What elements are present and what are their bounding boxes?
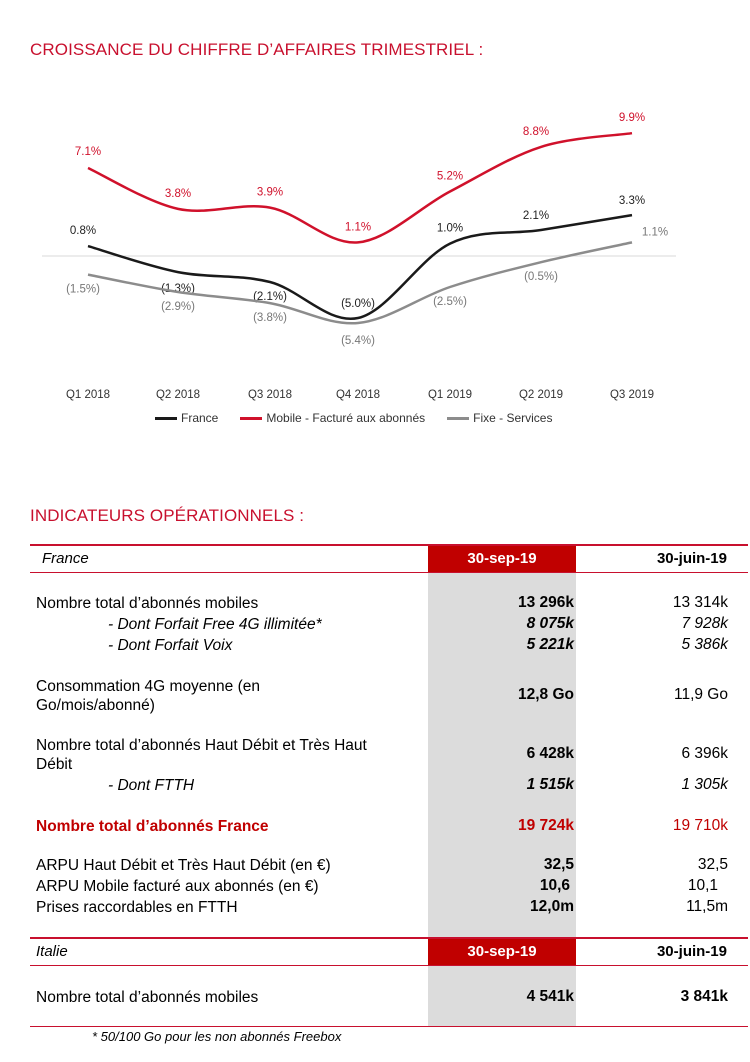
row-label-free4g: - Dont Forfait Free 4G illimitée* [108,616,322,633]
row-value-current-free4g: 8 075k [526,615,574,632]
data-label-france-1: 0.8% [69,225,97,238]
rule-france-header-bottom [30,572,748,573]
row-value-previous-conso: 11,9 Go [673,686,728,703]
x-tick-label-2: Q2 2018 [155,389,201,401]
data-label-france-7: 3.3% [618,195,646,208]
data-label-mobile-3: 3.9% [256,186,284,199]
rule-italie-header-bottom [30,965,748,966]
header-date-current-france: 30-sep-19 [428,546,576,572]
data-label-france-5: 1.0% [436,222,464,235]
legend-item-mobile [240,411,425,425]
row-value-previous-prises-ftth: 11,5m [686,898,728,915]
row-label-voix: - Dont Forfait Voix [108,637,233,654]
data-label-fixe-1: (1.5%) [66,283,100,296]
legend-label-mobile: Mobile - Facturé aux abonnés [266,411,426,425]
row-value-current-arpu-mobile: 10,6 [539,877,570,894]
data-label-mobile-6: 8.8% [522,125,550,138]
line-chart [0,60,750,410]
x-tick-label-4: Q4 2018 [335,389,381,401]
row-label-mobiles: Nombre total d’abonnés mobiles [36,595,259,612]
legend-label-france: France [181,411,219,425]
row-value-current-prises-ftth: 12,0m [530,898,574,915]
row-label-ftth: - Dont FTTH [108,777,195,794]
chart-legend [155,411,552,425]
legend-label-fixe: Fixe - Services [473,411,553,425]
row-value-current-total-france: 19 724k [517,817,574,834]
row-label-hd-line1: Nombre total d’abonnés Haut Débit et Très Haut [36,737,367,754]
header-date-previous-italie: 30-juin-19 [656,943,727,960]
rule-table-bottom [30,1026,748,1027]
data-label-france-3: (2.1%) [253,291,287,304]
row-value-current-ftth: 1 515k [526,776,574,793]
row-value-previous-mobiles: 13 314k [672,594,728,611]
data-label-mobile-1: 7.1% [74,145,102,158]
x-tick-label-6: Q2 2019 [518,389,564,401]
header-date-previous-france: 30-juin-19 [656,550,727,567]
data-label-fixe-5: (2.5%) [433,296,467,308]
data-label-france-2: (1.3%) [161,283,195,296]
row-label-arpu-hd: ARPU Haut Débit et Très Haut Débit (en €) [36,857,331,874]
row-value-previous-hd: 6 396k [681,745,728,762]
chart-title: CROISSANCE DU CHIFFRE D’AFFAIRES TRIMESTRIEL : [30,40,484,59]
table-title: INDICATEURS OPÉRATIONNELS : [30,506,305,525]
legend-item-france [155,411,218,425]
x-tick-label-1: Q1 2018 [65,389,111,401]
row-value-current-mobiles: 13 296k [517,594,574,611]
x-tick-label-3: Q3 2018 [247,389,293,401]
legend-item-fixe [447,411,552,425]
legend-swatch-mobile [240,417,262,420]
row-label-conso-line2: Go/mois/abonné) [36,697,155,714]
header-label-france: France [42,550,89,567]
data-label-mobile-2: 3.8% [164,187,192,200]
data-label-fixe-3: (3.8%) [253,312,287,325]
row-value-current-mobiles-italie: 4 541k [526,988,574,1005]
data-label-mobile-4: 1.1% [344,221,372,234]
x-tick-label-5: Q1 2019 [427,389,473,401]
row-label-prises-ftth: Prises raccordables en FTTH [36,899,238,916]
row-value-current-voix: 5 221k [526,636,574,653]
row-label-total-france: Nombre total d’abonnés France [36,818,269,835]
row-value-previous-arpu-hd: 32,5 [697,856,728,873]
data-label-france-4: (5.0%) [341,298,375,310]
data-label-france-6: 2.1% [522,209,550,222]
row-value-previous-voix: 5 386k [681,636,728,653]
row-value-previous-free4g: 7 928k [681,615,728,632]
row-label-arpu-mobile: ARPU Mobile facturé aux abonnés (en €) [36,878,319,895]
data-label-fixe-7: 1.1% [641,226,669,239]
data-label-mobile-5: 5.2% [436,170,464,183]
data-label-fixe-6: (0.5%) [524,271,558,284]
row-label-mobiles-italie: Nombre total d’abonnés mobiles [36,989,259,1006]
row-label-conso-line1: Consommation 4G moyenne (en [36,678,261,695]
data-label-mobile-7: 9.9% [618,112,646,125]
data-label-fixe-4: (5.4%) [341,334,375,347]
header-label-italie: Italie [36,943,68,960]
legend-swatch-france [155,417,177,420]
row-value-previous-arpu-mobile: 10,1 [687,877,718,894]
row-label-hd-line2: Débit [36,756,73,773]
legend-swatch-fixe [447,417,469,420]
row-value-previous-ftth: 1 305k [681,776,728,793]
header-date-current-italie: 30-sep-19 [428,939,576,965]
x-tick-label-7: Q3 2019 [609,389,655,401]
row-value-previous-mobiles-italie: 3 841k [680,988,728,1005]
rule-france-top [30,544,748,546]
row-value-previous-total-france: 19 710k [672,817,728,834]
row-value-current-hd: 6 428k [526,745,574,762]
data-label-fixe-2: (2.9%) [161,300,195,313]
row-value-current-conso: 12,8 Go [518,686,574,703]
rule-italie-top [30,937,748,939]
footnote: * 50/100 Go pour les non abonnés Freebox [92,1029,342,1044]
row-value-current-arpu-hd: 32,5 [543,856,574,873]
